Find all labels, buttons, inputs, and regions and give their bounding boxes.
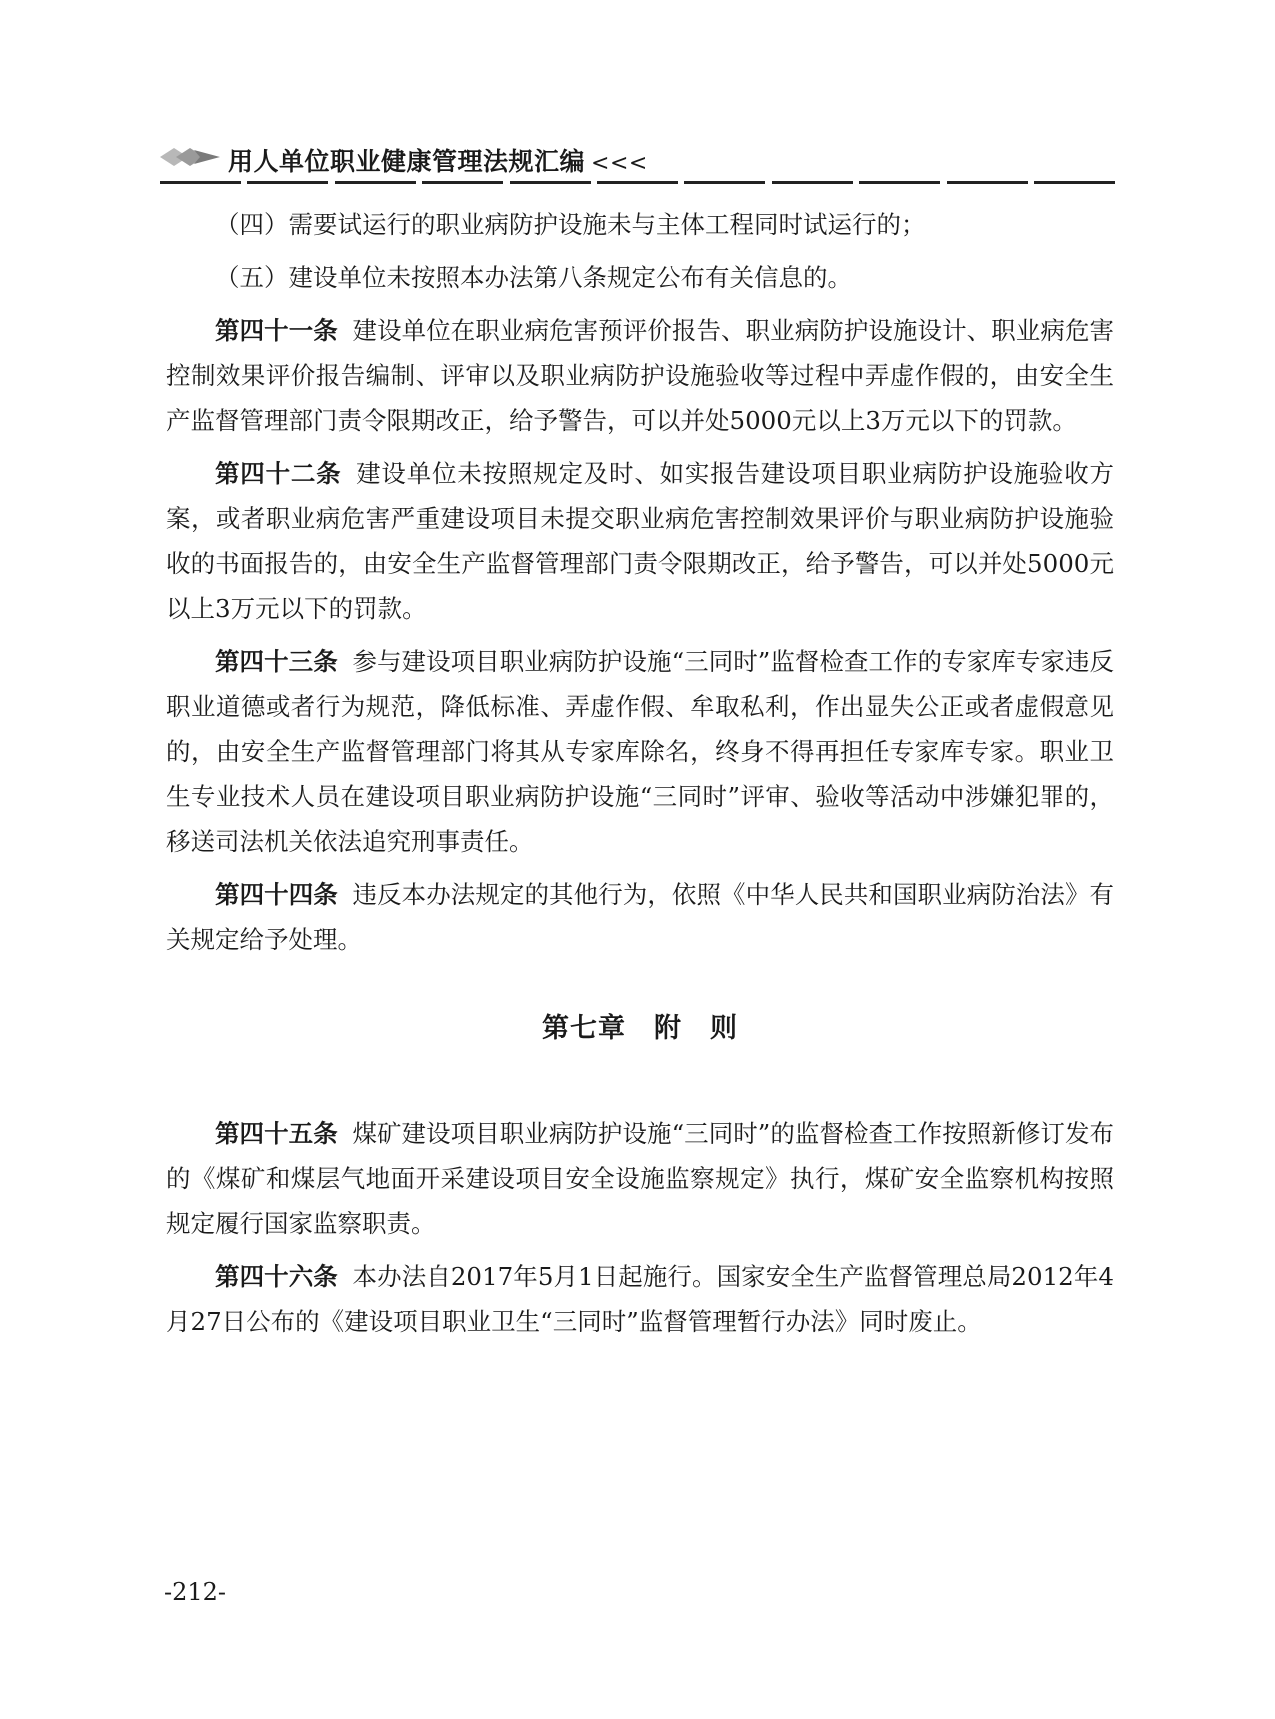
running-header [160,138,1115,194]
article-text: 煤矿建设项目职业病防护设施“三同时”的监督检查工作按照新修订发布的《煤矿和煤层气地面开采建设项目安全设施监察规定》执行，煤矿安全监察机构按照规定履行国家监察职责。 [166,1119,1114,1238]
article-43 [166,639,1114,872]
article-text: 建设单位在职业病危害预评价报告、职业病防护设施设计、职业病危害控制效果评价报告编制、评审以及职业病防护设施验收等过程中弄虚作假的，由安全生产监督管理部门责令限期改正，给予警告，可以并处5000元以上3万元以下的罚款。 [166,316,1115,435]
header-title-text: 用人单位职业健康管理法规汇编 [228,147,586,176]
chapter-title: 第七章 附 则 [542,1013,738,1044]
article-label: 第四十二条 [215,459,342,488]
page-number: -212- [164,1578,227,1606]
header-rule [160,181,1115,184]
article-label: 第四十一条 [215,316,338,345]
article-text: 建设单位未按照规定及时、如实报告建设项目职业病防护设施验收方案，或者职业病危害严重建设项目未提交职业病危害控制效果评价与职业病防护设施验收的书面报告的，由安全生产监督管理部门责令限期改正，给予警告，可以并处5000元以上3万元以下的罚款。 [166,459,1115,623]
article-label: 第四十四条 [215,880,338,909]
article-label: 第四十五条 [215,1119,338,1148]
article-text: 违反本办法规定的其他行为，依照《中华人民共和国职业病防治法》有关规定给予处理。 [166,880,1115,954]
article-label: 第四十三条 [215,647,338,676]
clause-four: （四）需要试运行的职业病防护设施未与主体工程同时试运行的； [215,210,926,239]
clause-five: （五）建设单位未按照本办法第八条规定公布有关信息的。 [215,263,852,292]
article-text: 参与建设项目职业病防护设施“三同时”监督检查工作的专家库专家违反职业道德或者行为规范，降低标准、弄虚作假、牟取私利，作出显失公正或者虚假意见的，由安全生产监督管理部门将其从专家库除名，终身不得再担任专家库专家。职业卫生专业技术人员在建设项目职业病防护设施“三同时”评审、验收等活动中涉嫌犯罪的，移送司法机关依法追究刑事责任。 [166,647,1114,856]
article-44 [166,872,1114,970]
article-text: 本办法自2017年5月1日起施行。国家安全生产监督管理总局2012年4月27日公布的《建设项目职业卫生“三同时”监督管理暂行办法》同时废止。 [166,1262,1114,1336]
article-label: 第四十六条 [215,1262,338,1291]
article-42 [166,451,1114,639]
header-title [228,142,648,178]
header-arrows: <<< [591,151,648,176]
article-41 [166,308,1114,451]
article-45 [166,1111,1114,1254]
article-46 [166,1254,1114,1352]
page-body [166,202,1114,1352]
double-diamond-arrow-icon [160,146,222,168]
